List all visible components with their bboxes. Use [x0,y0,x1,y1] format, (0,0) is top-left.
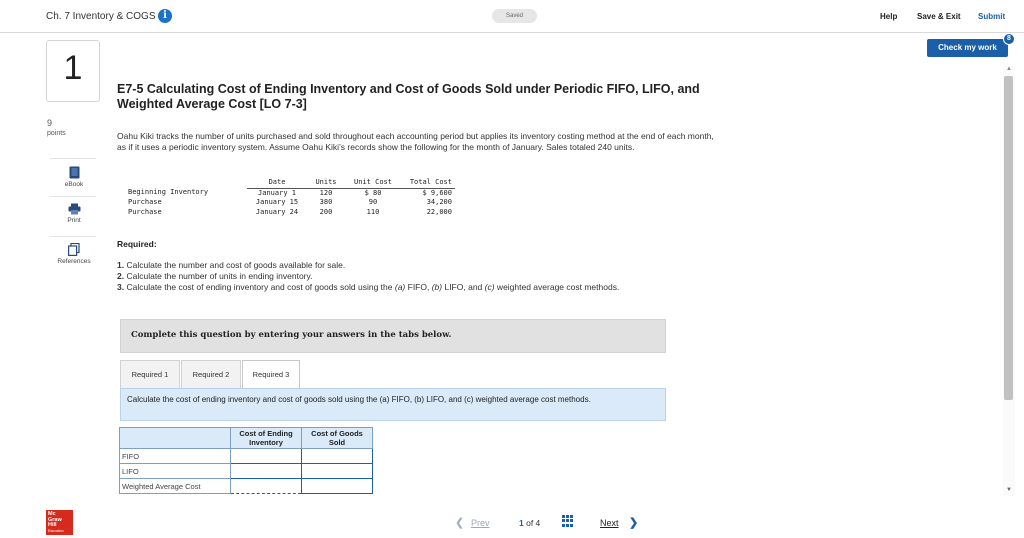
tab-instruction-box [120,388,666,421]
row-label-lifo: LIFO [120,464,231,479]
divider [50,158,96,159]
table-row [125,208,455,218]
save-exit-button[interactable]: Save & Exit [917,12,961,21]
question-number-box [46,40,100,102]
list-item-text: (a) [394,282,406,292]
table-cell: January 24 [255,207,299,216]
references-label: References [57,258,91,265]
logo-line: Mc [48,511,56,517]
references-icon [68,243,80,256]
saved-status: Saved [492,9,537,23]
table-cell: 110 [366,207,380,216]
tab-instruction: Calculate the cost of ending inventory and cost of goods sold using the (a) FIFO, (b) LIFO, and (c) weighted average cost methods. [127,395,591,404]
references-button[interactable] [52,243,96,265]
list-item-text: (c) [484,282,495,292]
table-header: Total Cost [401,178,455,188]
printer-icon [68,203,81,215]
check-my-work-button[interactable]: Check my work [927,39,1008,57]
points-value: 9 [47,118,53,128]
question-number: 1 [63,49,83,87]
list-item-text: Calculate the number and cost of goods available for sale. [126,260,346,270]
fifo-cogs-input[interactable] [302,449,373,464]
row-label-weighted-average: Weighted Average Cost [120,479,231,494]
table-row [125,188,455,198]
points-label: points [47,130,66,137]
list-item [117,282,737,293]
answer-header-ending: Cost of Ending Inventory [231,428,302,449]
answer-header-blank [120,428,231,449]
book-icon [69,166,80,179]
chevron-left-icon[interactable]: ❮ [455,517,465,529]
scrollbar-thumb[interactable] [1004,76,1013,400]
complete-instruction-box [120,319,666,353]
next-button[interactable]: Next [600,518,619,528]
question-title: E7-5 Calculating Cost of Ending Inventory and Cost of Goods Sold under Periodic FIFO, LIFO, and Weighted Average Cost [LO 7-3] [117,82,700,111]
table-row [120,479,373,494]
answer-header-cogs: Cost of Goods Sold [302,428,373,449]
lifo-ending-inventory-input[interactable] [231,464,302,479]
page-total: of 4 [526,518,541,528]
list-item-number: 2. [117,271,125,281]
table-cell: 380 [319,198,333,206]
chapter-title: Ch. 7 Inventory & COGS [46,11,156,22]
answer-table [119,427,373,494]
logo-line: Hill [48,522,57,528]
table-header-row [125,178,455,188]
table-cell: $ 9,600 [422,188,452,197]
table-cell: 90 [368,198,378,206]
logo-line: Education [48,528,64,533]
list-item-text: LIFO, and [442,282,485,292]
print-button[interactable] [52,203,96,224]
list-item [117,271,737,282]
row-label-fifo: FIFO [120,449,231,464]
weighted-ending-inventory-input[interactable] [231,479,302,494]
ebook-label: eBook [64,181,84,188]
lifo-cogs-input[interactable] [302,464,373,479]
list-item-text: Calculate the number of units in ending inventory. [126,271,313,281]
list-item-number: 3. [117,282,125,292]
table-cell: 22,000 [426,207,452,216]
table-cell: 34,200 [426,198,452,206]
table-cell: Purchase [128,207,162,216]
scroll-up-icon[interactable]: ▲ [1006,66,1012,72]
tab-required-2[interactable]: Required 2 [181,360,241,389]
list-item-text: FIFO, [405,282,432,292]
table-row [120,464,373,479]
table-cell: 120 [319,188,333,197]
page-indicator [519,518,540,528]
current-page: 1 [519,518,524,528]
table-cell: January 15 [255,198,299,206]
list-item-text: (b) [431,282,443,292]
list-item-text: Calculate the cost of ending inventory and cost of goods sold using the [126,282,395,292]
table-row [125,198,455,208]
answer-header-row [120,428,373,449]
table-header: Date [247,178,307,188]
list-item-number: 1. [117,260,125,270]
help-button[interactable]: Help [880,12,898,21]
fifo-ending-inventory-input[interactable] [231,449,302,464]
required-list [117,260,737,293]
table-header [125,178,247,188]
table-cell: $ 80 [364,188,382,197]
complete-instruction: Complete this question by entering your answers in the tabs below. [131,330,452,340]
divider [50,236,96,237]
grid-icon[interactable] [562,515,574,527]
inventory-data-table [125,178,455,217]
question-intro: Oahu Kiki tracks the number of units purchased and sold throughout each accounting period but applies its inventory costing method at the end of each month, as if it uses a periodic inventory system. Assume Oahu Kiki’s records show the following for the month of January. Sales totaled 240 units. [117,131,714,152]
tab-required-1[interactable]: Required 1 [120,360,180,389]
table-header: Unit Cost [345,178,401,188]
chevron-right-icon[interactable]: ❯ [629,517,639,529]
print-label: Print [67,217,81,224]
info-icon[interactable]: i [158,9,172,23]
bottom-nav [0,504,1024,538]
table-cell: 200 [319,207,333,216]
list-item-text: weighted average cost methods. [494,282,620,292]
table-row [120,449,373,464]
check-count-badge: 8 [1003,33,1015,45]
weighted-cogs-input[interactable] [302,479,373,494]
tab-required-3[interactable]: Required 3 [242,360,300,390]
prev-button[interactable]: Prev [471,518,490,528]
submit-button[interactable]: Submit [978,12,1006,21]
list-item [117,260,737,271]
table-cell: Purchase [128,198,162,206]
logo-line: Graw [48,516,62,523]
table-cell: January 1 [258,188,296,197]
table-header: Units [307,178,345,188]
top-bar [0,0,1024,33]
ebook-button[interactable] [52,166,96,188]
required-heading: Required: [117,239,157,249]
table-cell: Beginning Inventory [128,188,209,197]
scroll-down-icon[interactable]: ▼ [1006,487,1012,493]
divider [50,196,96,197]
